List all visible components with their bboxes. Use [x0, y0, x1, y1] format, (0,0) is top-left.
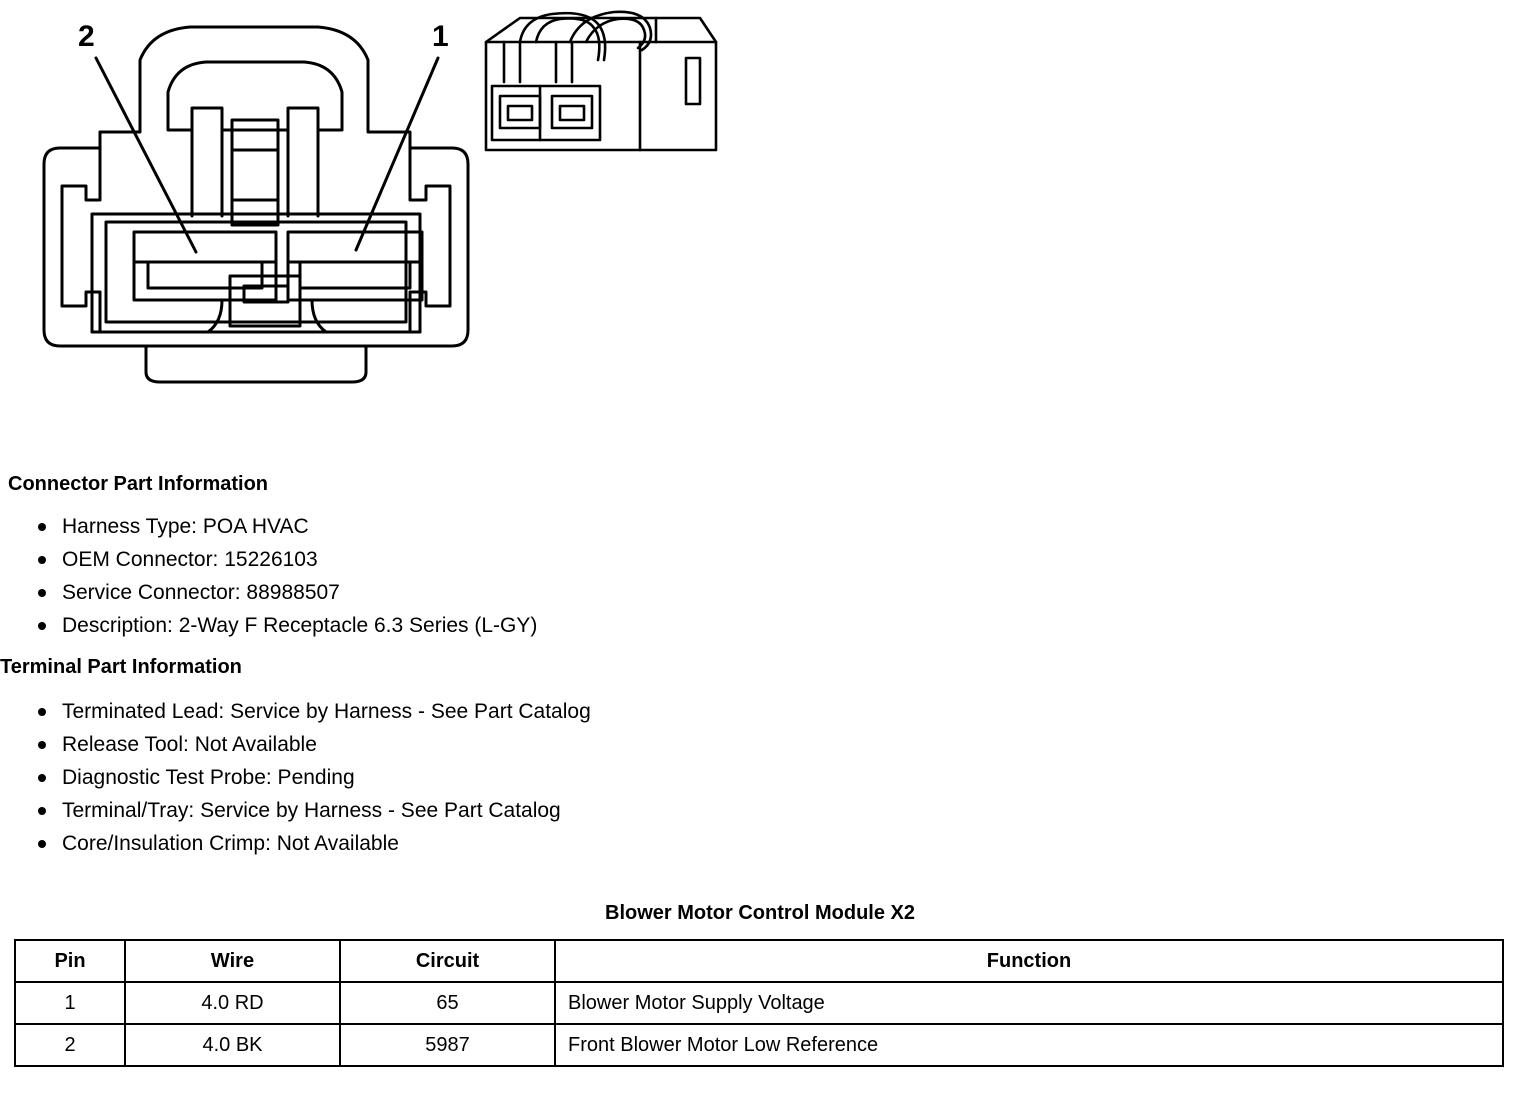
connector-part-information-list [0, 510, 1520, 642]
list-item-label: Core/Insulation Crimp: Not Available [62, 832, 399, 855]
bullet-icon [38, 589, 46, 597]
list-item [0, 794, 1520, 827]
list-item [0, 543, 1520, 576]
bullet-icon [38, 708, 46, 716]
cell-pin: 1 [15, 982, 125, 1024]
bullet-icon [38, 523, 46, 531]
connector-bottom-skirt [146, 346, 366, 382]
terminal-cavity-2 [134, 232, 276, 300]
list-item [0, 609, 1520, 642]
connector-latch-column [232, 120, 278, 225]
list-item-label: Description: 2-Way F Receptacle 6.3 Series (L-GY) [62, 614, 538, 637]
column-header-circuit: Circuit [340, 940, 555, 982]
cell-function: Blower Motor Supply Voltage [555, 982, 1503, 1024]
bullet-icon [38, 807, 46, 815]
list-item [0, 510, 1520, 543]
cell-pin: 2 [15, 1024, 125, 1066]
connector-side-view [486, 12, 716, 150]
cell-wire: 4.0 RD [125, 982, 340, 1024]
pin-table-title: Blower Motor Control Module X2 [605, 902, 915, 924]
list-item-label: Harness Type: POA HVAC [62, 515, 309, 538]
document-content [0, 455, 1520, 1067]
bullet-icon [38, 774, 46, 782]
list-item-label: Release Tool: Not Available [62, 733, 317, 756]
terminal-cavity-1 [288, 232, 422, 300]
column-header-pin: Pin [15, 940, 125, 982]
column-header-function: Function [555, 940, 1503, 982]
pin-table [14, 939, 1504, 1067]
callout-number-2: 2 [78, 20, 95, 53]
table-row [15, 1024, 1503, 1066]
table-header-row [15, 940, 1503, 982]
list-item-label: Service Connector: 88988507 [62, 581, 340, 604]
bullet-icon [38, 741, 46, 749]
connector-part-information-heading: Connector Part Information [8, 473, 269, 495]
list-item-label: OEM Connector: 15226103 [62, 548, 318, 571]
list-item [0, 728, 1520, 761]
list-item [0, 695, 1520, 728]
connector-left-tab [62, 148, 100, 330]
connector-diagram [0, 0, 1520, 420]
connector-outer-shell [44, 27, 468, 346]
list-item [0, 576, 1520, 609]
bullet-icon [38, 840, 46, 848]
list-item-label: Diagnostic Test Probe: Pending [62, 766, 355, 789]
column-header-wire: Wire [125, 940, 340, 982]
table-row [15, 982, 1503, 1024]
cell-circuit: 65 [340, 982, 555, 1024]
terminal-part-information-list [0, 695, 1520, 860]
cell-circuit: 5987 [340, 1024, 555, 1066]
list-item [0, 827, 1520, 860]
connector-right-tab [410, 148, 450, 330]
connector-illustration [0, 0, 1520, 420]
cell-function: Front Blower Motor Low Reference [555, 1024, 1503, 1066]
terminal-part-information-heading: Terminal Part Information [0, 656, 242, 678]
list-item [0, 761, 1520, 794]
callout-number-1: 1 [432, 20, 449, 53]
bullet-icon [38, 622, 46, 630]
list-item-label: Terminal/Tray: Service by Harness - See Part Catalog [62, 799, 561, 822]
list-item-label: Terminated Lead: Service by Harness - See Part Catalog [62, 700, 591, 723]
cell-wire: 4.0 BK [125, 1024, 340, 1066]
bullet-icon [38, 556, 46, 564]
